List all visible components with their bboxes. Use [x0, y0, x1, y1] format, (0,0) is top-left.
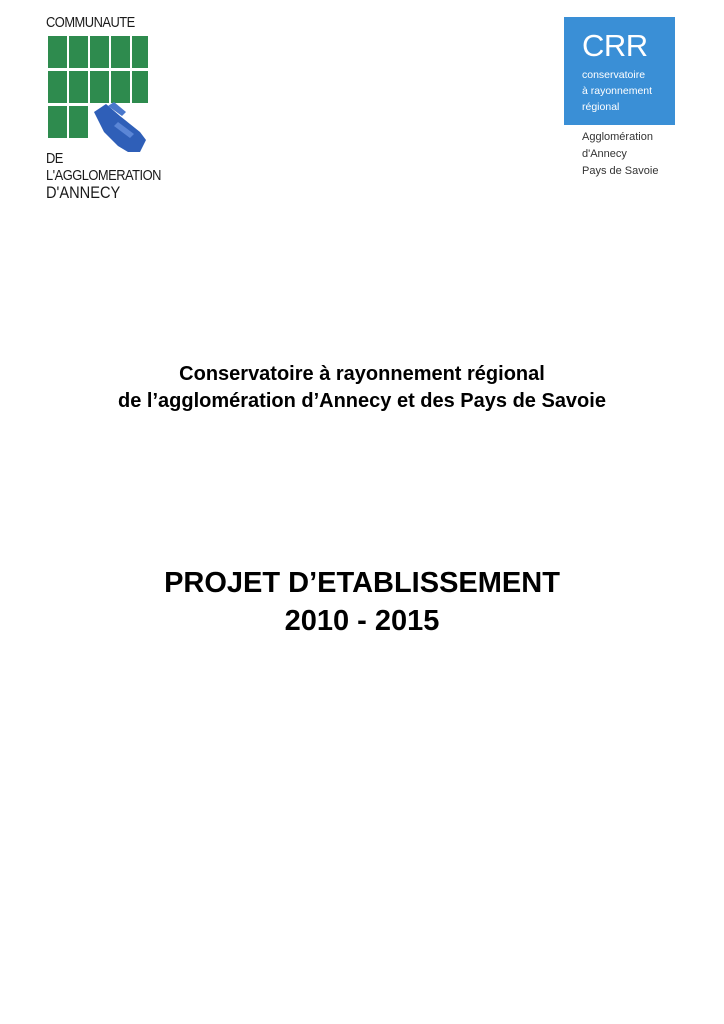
logo-left-text [46, 150, 161, 201]
crr-sub-line-3: Pays de Savoie [582, 165, 659, 177]
communaute-agglomeration-logo [46, 14, 161, 204]
subtitle-line-2: de l’agglomération d’Annecy et des Pays de Savoie [118, 390, 606, 412]
crr-logo-title: CRR [582, 28, 648, 63]
crr-logo [564, 17, 676, 187]
crr-logo-line-3: régional [582, 101, 620, 113]
main-title-line-2: 2010 - 2015 [284, 605, 440, 637]
logo-left-line-3: L'AGGLOMERATION [46, 167, 161, 184]
logo-green-grid [48, 36, 148, 152]
crr-sub-line-1: Agglomération [582, 131, 653, 143]
blue-hand-mark [94, 102, 146, 152]
crr-logo-box [564, 17, 675, 125]
logo-left-line-4: D'ANNECY [46, 183, 121, 202]
logo-left-line-2: DE [46, 150, 63, 167]
main-title-line-1: PROJET D’ETABLISSEMENT [164, 567, 560, 599]
logo-left-line-1: COMMUNAUTE [46, 14, 135, 31]
crr-logo-line-2: à rayonnement [582, 85, 653, 97]
subtitle-line-1: Conservatoire à rayonnement régional [179, 363, 545, 385]
crr-sub-line-2: d'Annecy [582, 148, 627, 160]
crr-logo-line-1: conservatoire [582, 69, 646, 81]
